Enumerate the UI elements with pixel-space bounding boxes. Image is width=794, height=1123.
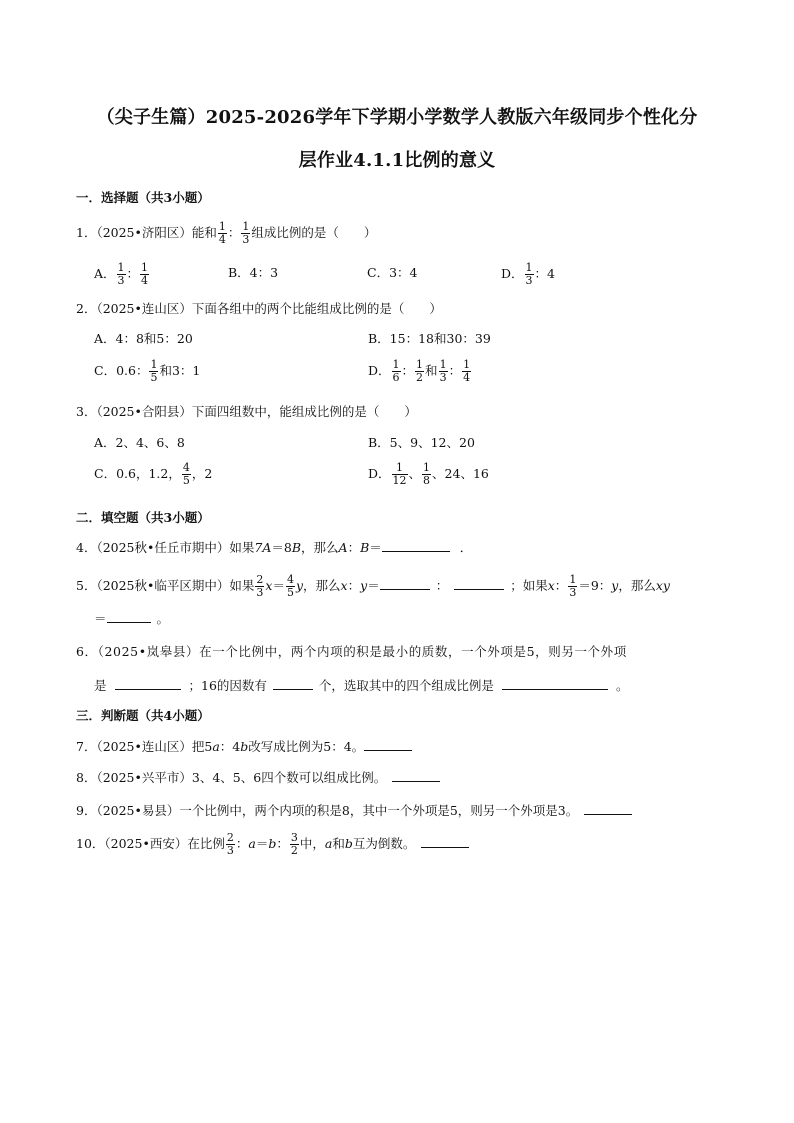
question-10: 10．（2025•西安）在比例 $\frac{2}{3}$ ：a＝b： $\frac{3}{2}$ 中，a和b互为倒数。 <box>76 832 469 857</box>
answer-blank[interactable] <box>421 834 469 848</box>
question-4: 4．（2025秋•任丘市期中）如果7A＝8B，那么A：B＝ ． <box>76 540 473 555</box>
q2-option-d: D． $\frac{1}{6}$ ： $\frac{1}{2}$ 和 $\frac{1}{3}$ ： $\frac{1}{4}$ <box>368 358 471 384</box>
q2-option-b: B．15：18和30：39 <box>368 331 491 346</box>
q1-option-b: B．4：3 <box>228 265 279 280</box>
answer-blank[interactable] <box>380 576 430 590</box>
q1-option-a: A． $\frac{1}{3}$ ： $\frac{1}{4}$ <box>94 261 149 287</box>
question-5-line2: ＝ 。 <box>94 611 170 626</box>
q2-option-a: A．4：8和5：20 <box>94 331 193 346</box>
answer-blank[interactable] <box>454 576 504 590</box>
page-title-line1: （尖子生篇）2025-2026学年下学期小学数学人教版六年级同步个性化分 <box>96 107 698 128</box>
question-3: 3．（2025•合阳县）下面四组数中，能组成比例的是（ ） <box>76 404 417 419</box>
question-5: 5．（2025秋•临平区期中）如果 $\frac{2}{3}$ x＝ $\frac{4}{5}$ y，那么x：y＝ ： ；如果x： $\frac{1}{3}$ ＝9：y，那么xy <box>76 573 670 599</box>
answer-blank[interactable] <box>273 676 313 690</box>
section-heading-choice: 一．选择题（共3小题） <box>76 190 210 205</box>
q3-option-c: C．0.6，1.2， $\frac{4}{5}$ ，2 <box>94 461 213 487</box>
q2-option-c: C．0.6： $\frac{1}{5}$ 和3：1 <box>94 358 201 384</box>
question-1: 1．（2025•济阳区）能和 $\frac{1}{4}$ ： $\frac{1}{3}$ 组成比例的是（ ） <box>76 220 377 246</box>
answer-blank[interactable] <box>382 538 450 552</box>
question-2: 2．（2025•连山区）下面各组中的两个比能组成比例的是（ ） <box>76 301 442 316</box>
question-6: 6．（2025•岚皋县）在一个比例中，两个内项的积是最小的质数，一个外项是5，则另一个外项 <box>76 644 627 659</box>
question-6-line2: 是 ；16的因数有 个，选取其中的四个组成比例是 。 <box>94 678 629 693</box>
page-title-line2: 层作业4.1.1比例的意义 <box>298 150 496 171</box>
q1-fraction-2: $\frac{1}{3}$ <box>242 220 250 246</box>
section-heading-fill: 二．填空题（共3小题） <box>76 510 210 525</box>
answer-blank[interactable] <box>502 676 608 690</box>
answer-blank[interactable] <box>115 676 181 690</box>
q3-option-b: B．5、9、12、20 <box>368 435 475 450</box>
answer-blank[interactable] <box>584 801 632 815</box>
question-7: 7．（2025•连山区）把5a：4b改写成比例为5：4。 <box>76 737 412 756</box>
q3-option-a: A．2、4、6、8 <box>94 435 185 450</box>
q1-fraction-1: $\frac{1}{4}$ <box>218 220 226 246</box>
answer-blank[interactable] <box>392 768 440 782</box>
q1-option-c: C．3：4 <box>367 265 418 280</box>
q1-suffix: 组成比例的是（ ） <box>251 225 377 240</box>
question-9: 9．（2025•易县）一个比例中，两个内项的积是8，其中一个外项是5，则另一个外项是3。 <box>76 801 632 820</box>
answer-blank[interactable] <box>364 737 412 751</box>
answer-blank[interactable] <box>107 609 151 623</box>
question-8: 8．（2025•兴平市）3、4、5、6四个数可以组成比例。 <box>76 768 440 787</box>
q3-option-d: D． $\frac{1}{12}$ 、 $\frac{1}{8}$ 、24、16 <box>368 461 489 487</box>
q1-prefix: 1．（2025•济阳区）能和 <box>76 225 217 240</box>
q1-option-d: D． $\frac{1}{3}$ ：4 <box>501 261 555 287</box>
section-heading-judge: 三．判断题（共4小题） <box>76 708 210 723</box>
